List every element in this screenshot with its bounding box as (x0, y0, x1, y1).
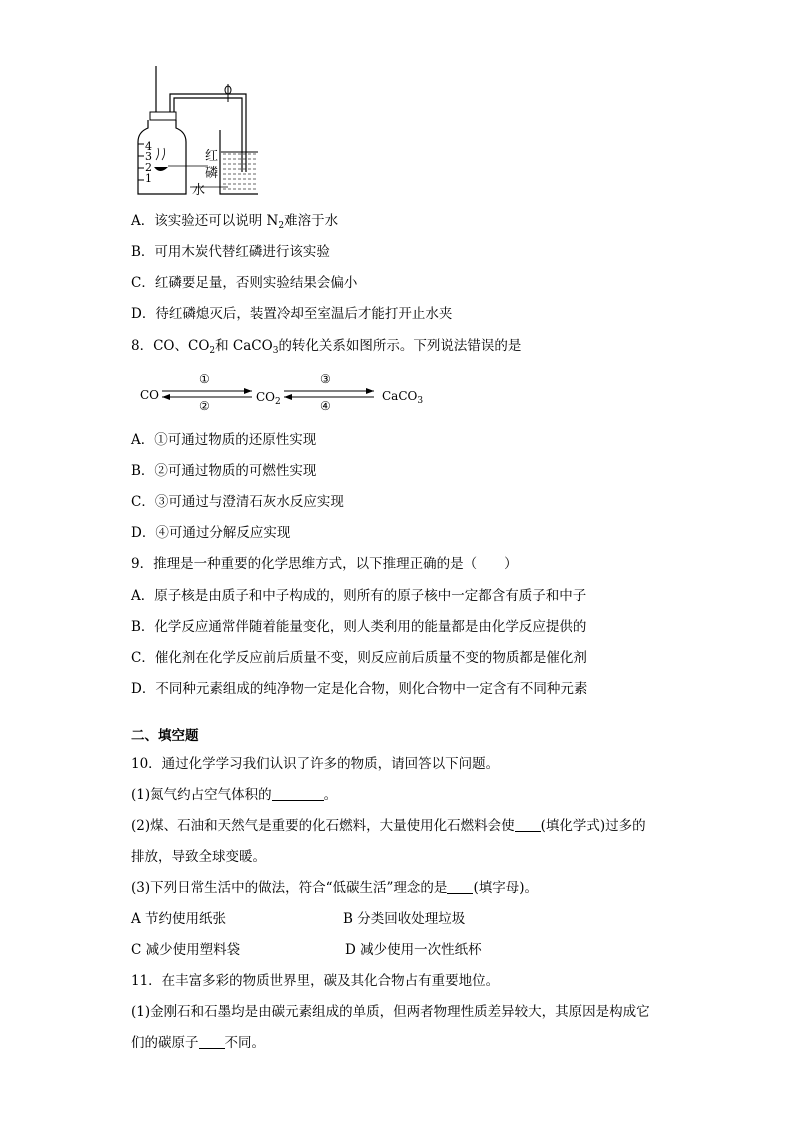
q10-option-d: D 减少使用一次性纸杯 (345, 942, 482, 958)
arrow-label-4: ④ (320, 399, 331, 413)
arrow-label-2: ② (199, 399, 210, 413)
species-caco3: CaCO$_3$ (382, 389, 424, 406)
scale-label-2: 2 (145, 161, 152, 174)
q10-option-a: A 节约使用纸张 (131, 911, 227, 927)
q10-part2: (2)煤、石油和天然气是重要的化石燃料，大量使用化石燃料会使 (填化学式)过多的 (131, 818, 646, 834)
answer-blank[interactable] (447, 880, 473, 894)
q8-option-c: C．③可通过与澄清石灰水反应实现 (131, 494, 344, 510)
q10-part3: (3)下列日常生活中的做法，符合“低碳生活”理念的是 (填字母)。 (131, 880, 538, 896)
q10-part1: (1)氮气约占空气体积的 。 (131, 787, 338, 803)
q7-option-c: C．红磷要足量，否则实验结果会偏小 (131, 275, 358, 291)
q9-option-b: B．化学反应通常伴随着能量变化，则人类利用的能量都是由化学反应提供的 (131, 619, 587, 635)
q11-part1: (1)金刚石和石墨均是由碳元素组成的单质，但两者物理性质差异较大，其原因是构成它 (131, 1004, 650, 1020)
answer-blank[interactable] (272, 787, 324, 801)
scale-label-4: 4 (145, 140, 152, 153)
scale-label-3: 3 (145, 150, 152, 163)
q8-option-b: B．②可通过物质的可燃性实现 (131, 463, 317, 479)
q9-option-d: D．不同种元素组成的纯净物一定是化合物，则化合物中一定含有不同种元素 (131, 681, 588, 697)
q8-option-d: D．④可通过分解反应实现 (131, 525, 291, 541)
species-co2: $CO_2$ (256, 390, 281, 407)
q9-option-a: A．原子核是由质子和中子构成的，则所有的原子核中一定都含有质子和中子 (131, 588, 587, 604)
q8-stem: 8．CO、$CO_2$和 CaCO$_3$的转化关系如图所示。下列说法错误的是 (131, 338, 522, 356)
q10-option-c: C 减少使用塑料袋 (131, 942, 241, 958)
q11-stem: 11．在丰富多彩的物质世界里，碳及其化合物占有重要地位。 (131, 973, 500, 989)
q9-option-c: C．催化剂在化学反应前后质量不变，则反应前后质量不变的物质都是催化剂 (131, 650, 587, 666)
q10-part2-cont: 排放，导致全球变暖。 (131, 849, 266, 865)
arrow-label-1: ① (199, 372, 210, 386)
q10-option-b: B 分类回收处理垃圾 (343, 911, 466, 927)
arrow-label-3: ③ (320, 372, 331, 386)
species-co: CO (140, 388, 160, 402)
q11-part1-cont: 们的碳原子 不同。 (131, 1035, 265, 1051)
answer-blank[interactable] (515, 818, 541, 832)
section-heading: 二、填空题 (131, 728, 199, 744)
q10-stem: 10．通过化学学习我们认识了许多的物质，请回答以下问题。 (131, 756, 500, 772)
q7-option-b: B．可用木炭代替红磷进行该实验 (131, 244, 330, 260)
q7-option-a: A．该实验还可以说明 $N_2$难溶于水 (131, 213, 339, 231)
q8-option-a: A．①可通过物质的还原性实现 (131, 432, 317, 448)
label-hong: 红 (205, 149, 219, 164)
label-lin: 磷 (205, 166, 219, 181)
scale-label-1: 1 (145, 172, 152, 185)
label-shui: 水 (192, 183, 206, 198)
q9-stem: 9．推理是一种重要的化学思维方式，以下推理正确的是（ ） (131, 556, 518, 572)
answer-blank[interactable] (199, 1035, 225, 1049)
q7-option-d: D．待红磷熄灭后，装置冷却至室温后才能打开止水夹 (131, 306, 453, 322)
